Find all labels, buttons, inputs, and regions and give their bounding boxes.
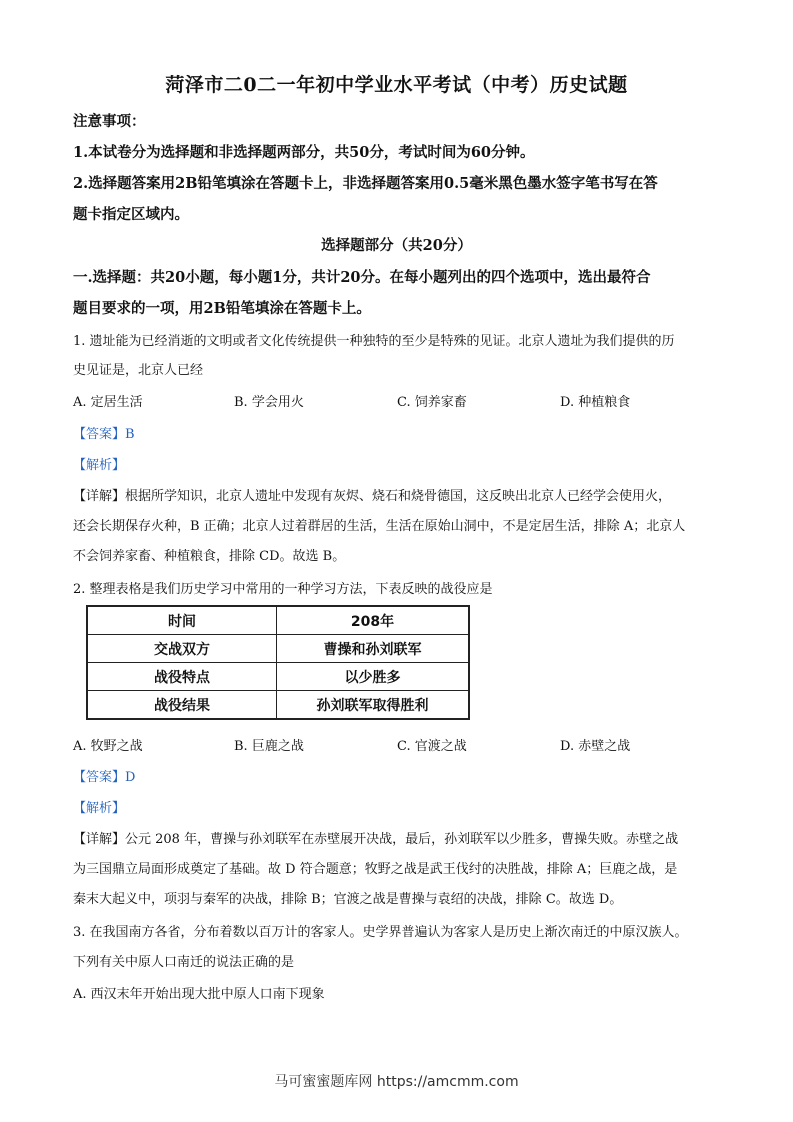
table-row bbox=[87, 606, 469, 635]
notice-item-1: 1.本试卷分为选择题和非选择题两部分，共50分，考试时间为60分钟。 bbox=[73, 144, 535, 161]
q1-answer: 【答案】B bbox=[73, 427, 135, 442]
table-cell-key: 战役特点 bbox=[87, 663, 277, 691]
notice-heading: 注意事项： bbox=[73, 113, 146, 130]
q3-option-a: A. 西汉末年开始出现大批中原人口南下现象 bbox=[73, 987, 325, 1002]
q2-option-a: A. 牧野之战 bbox=[73, 739, 143, 754]
section-title: 选择题部分（共20分） bbox=[321, 237, 472, 254]
q2-answer: 【答案】D bbox=[73, 770, 136, 785]
q2-detail-line-3: 秦末大起义中，项羽与秦军的决战，排除 B；官渡之战是曹操与袁绍的决战，排除 C。故选 D。 bbox=[73, 892, 623, 907]
table-row bbox=[87, 691, 469, 720]
table-cell-value: 以少胜多 bbox=[277, 663, 470, 691]
table-cell-value: 孙刘联军取得胜利 bbox=[277, 691, 470, 720]
q1-stem-line-1: 1. 遗址能为已经消逝的文明或者文化传统提供一种独特的至少是特殊的见证。北京人遗址为我们提供的历 bbox=[73, 334, 675, 349]
q1-detail-line-3: 不会饲养家畜、种植粮食，排除 CD。故选 B。 bbox=[73, 549, 346, 564]
q3-stem-line-2: 下列有关中原人口南迁的说法正确的是 bbox=[73, 955, 295, 970]
q2-detail-line-2: 为三国鼎立局面形成奠定了基础。故 D 符合题意；牧野之战是武王伐纣的决胜战，排除 A；巨鹿之战，是 bbox=[73, 862, 678, 877]
table-cell-key: 时间 bbox=[87, 606, 277, 635]
q2-detail-line-1: 【详解】公元 208 年，曹操与孙刘联军在赤壁展开决战，最后，孙刘联军以少胜多，曹操失败。赤壁之战 bbox=[73, 832, 679, 847]
table-cell-key: 战役结果 bbox=[87, 691, 277, 720]
q1-option-d: D. 种植粮食 bbox=[560, 395, 631, 410]
notice-item-2-line-1: 2.选择题答案用2B铅笔填涂在答题卡上，非选择题答案用0.5毫米黑色墨水签字笔书写在答 bbox=[73, 175, 658, 192]
q1-option-c: C. 饲养家畜 bbox=[397, 395, 467, 410]
q2-option-b: B. 巨鹿之战 bbox=[234, 739, 304, 754]
q2-option-d: D. 赤壁之战 bbox=[560, 739, 631, 754]
table-row bbox=[87, 635, 469, 663]
table-row bbox=[87, 663, 469, 691]
part1-instruction-line-1: 一.选择题：共20小题，每小题1分，共计20分。在每小题列出的四个选项中，选出最符合 bbox=[73, 269, 651, 286]
table-cell-value: 曹操和孙刘联军 bbox=[277, 635, 470, 663]
part1-instruction-line-2: 题目要求的一项，用2B铅笔填涂在答题卡上。 bbox=[73, 300, 371, 317]
q2-analysis-label: 【解析】 bbox=[73, 801, 126, 816]
q2-stem: 2. 整理表格是我们历史学习中常用的一种学习方法，下表反映的战役应是 bbox=[73, 582, 493, 597]
q1-analysis-label: 【解析】 bbox=[73, 458, 126, 473]
q1-option-b: B. 学会用火 bbox=[234, 395, 304, 410]
q3-stem-line-1: 3. 在我国南方各省，分布着数以百万计的客家人。史学界普遍认为客家人是历史上渐次南迁的中原汉族人。 bbox=[73, 925, 688, 940]
battle-table bbox=[86, 605, 470, 720]
notice-item-2-line-2: 题卡指定区域内。 bbox=[73, 206, 189, 223]
q2-option-c: C. 官渡之战 bbox=[397, 739, 467, 754]
q1-detail-line-2: 还会长期保存火种，B 正确；北京人过着群居的生活，生活在原始山洞中，不是定居生活，排除 A；北京人 bbox=[73, 519, 686, 534]
table-cell-key: 交战双方 bbox=[87, 635, 277, 663]
q1-option-a: A. 定居生活 bbox=[73, 395, 143, 410]
table-cell-value: 208年 bbox=[277, 606, 470, 635]
q1-stem-line-2: 史见证是，北京人已经 bbox=[73, 363, 204, 378]
footer-watermark: 马可蜜蜜题库网 https://amcmm.com bbox=[274, 1074, 519, 1090]
page-title: 菏泽市二0二一年初中学业水平考试（中考）历史试题 bbox=[165, 74, 628, 96]
q1-detail-line-1: 【详解】根据所学知识，北京人遗址中发现有灰烬、烧石和烧骨德国，这反映出北京人已经学会使用火， bbox=[73, 489, 672, 504]
